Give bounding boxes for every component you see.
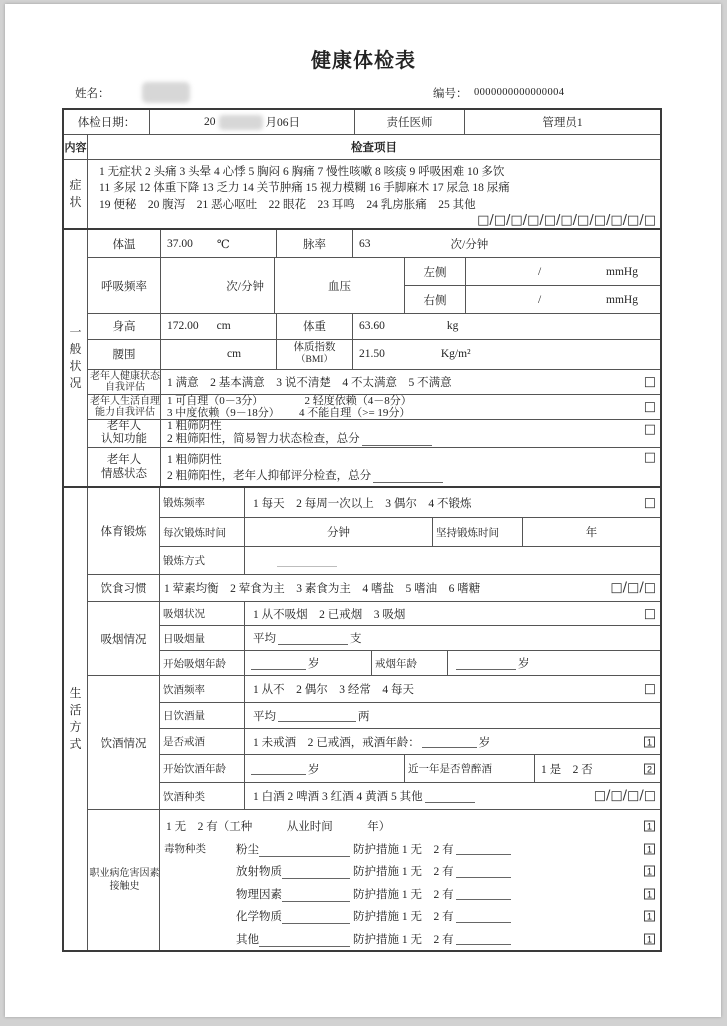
exercise-time-unit: 分钟 xyxy=(245,518,433,546)
drunk-answer-box: 2 xyxy=(644,763,655,774)
drink-amount-row xyxy=(160,703,660,729)
smoke-amount-value: 平均 支 xyxy=(253,633,362,645)
exam-date-suffix: 月06日 xyxy=(265,117,300,130)
lifestyle-section xyxy=(64,488,660,950)
bp-right-value xyxy=(466,286,660,313)
drink-quit-label: 是否戒酒 xyxy=(160,729,245,754)
table-header-row xyxy=(64,135,660,159)
smoke-start-blank xyxy=(251,657,306,670)
temp-unit: ℃ xyxy=(216,238,230,251)
exam-date-prefix: 20 xyxy=(204,116,216,129)
hazard-blank xyxy=(282,866,350,879)
drunk-options: 1 是 2 否 2 xyxy=(535,755,660,782)
height-unit: cm xyxy=(216,320,231,333)
emotion-row xyxy=(88,448,660,486)
smoke-age-row xyxy=(160,651,660,675)
exercise-time-label: 每次锻炼时间 xyxy=(160,518,245,546)
cognition-options: 1 粗筛阴性 2 粗筛阳性，简易智力状态检查，总分 □ xyxy=(167,420,656,446)
drinking-group xyxy=(88,676,660,810)
diet-label: 饮食习惯 xyxy=(88,575,160,601)
drink-amount-label: 日饮酒量 xyxy=(160,703,245,728)
exercise-time-row xyxy=(160,518,660,547)
drink-type-other-blank xyxy=(425,790,475,803)
hazard-blank xyxy=(259,934,350,947)
weight-unit: kg xyxy=(446,320,459,333)
symptom-row xyxy=(64,160,660,231)
number-label: 编号： xyxy=(433,88,468,100)
symptom-checkboxes: □/□/□/□/□/□/□/□/□/□/□ xyxy=(477,213,656,228)
hazard-name: 化学物质 xyxy=(236,911,282,924)
hazard-blank xyxy=(282,889,350,902)
hazard-row-dust xyxy=(160,838,660,861)
bmi-unit: Kg/m² xyxy=(440,348,471,361)
checkbox-icon: □ xyxy=(643,681,656,697)
toxin-type-label: 毒物种类 xyxy=(164,844,206,856)
bp-right-label: 右侧 xyxy=(405,286,466,313)
exercise-freq-row xyxy=(160,488,660,518)
drink-quit-row xyxy=(160,729,660,755)
exercise-freq-label: 锻炼频率 xyxy=(160,488,245,517)
exercise-keep-label: 坚持锻炼时间 xyxy=(433,518,523,546)
checkbox-icon: □ xyxy=(643,449,656,465)
bp-left-value xyxy=(466,258,660,285)
elder-health-row xyxy=(88,370,660,395)
drink-amount-blank xyxy=(278,709,356,722)
pulse-value: 63 xyxy=(359,237,371,250)
doctor-label: 责任医师 xyxy=(355,110,465,134)
symptom-line-3: 19 便秘 20 腹泻 21 恶心呕吐 22 眼花 23 耳鸣 24 乳房胀痛 25 其他 xyxy=(99,198,476,211)
checkbox-icon: □ xyxy=(643,606,656,621)
general-section xyxy=(64,230,660,488)
smoking-label: 吸烟情况 xyxy=(88,602,160,675)
hazard-name: 物理因素 xyxy=(236,888,282,901)
temp-value-cell xyxy=(161,230,277,257)
bp-label: 血压 xyxy=(275,258,405,313)
smoke-start-label: 开始吸烟年龄 xyxy=(160,651,245,675)
bp-right-slash: / xyxy=(538,293,542,306)
drinking-label: 饮酒情况 xyxy=(88,676,160,809)
height-value: 172.00 xyxy=(167,320,199,333)
smoke-status-options: 1 从不吸烟 2 已戒烟 3 吸烟 □ xyxy=(253,606,656,621)
elder-care-row xyxy=(88,395,660,420)
smoke-start-value: 岁 xyxy=(245,651,372,675)
exercise-group xyxy=(88,488,660,575)
hazard-row-chemical xyxy=(160,905,660,928)
diet-checkboxes: □/□/□ xyxy=(610,580,656,596)
hazard-answer-box: 1 xyxy=(644,911,655,922)
emotion-label: 老年人 情感状态 xyxy=(88,448,161,486)
hazard-blank xyxy=(259,844,350,857)
drink-freq-label: 饮酒频率 xyxy=(160,676,245,702)
cognition-row xyxy=(88,420,660,448)
score-blank xyxy=(362,433,432,446)
exercise-way-label: 锻炼方式 xyxy=(160,547,245,574)
drink-type-row xyxy=(160,783,660,809)
protect-label: 防护措施 1 无 2 有 xyxy=(353,866,454,879)
content-header: 内容 xyxy=(64,135,88,158)
smoke-quit-label: 戒烟年龄 xyxy=(372,651,448,675)
pulse-value-cell xyxy=(353,230,660,257)
smoke-quit-blank xyxy=(456,657,516,670)
protect-blank xyxy=(456,842,511,855)
hazard-row-physical xyxy=(160,883,660,906)
weight-value-cell xyxy=(353,314,660,338)
cognition-label: 老年人 认知功能 xyxy=(88,420,161,447)
drink-type-label: 饮酒种类 xyxy=(160,783,245,809)
lifestyle-section-label: 生活方式 xyxy=(64,488,88,950)
waist-value-cell xyxy=(161,340,277,369)
checkbox-icon: □ xyxy=(643,374,656,390)
smoke-amount-row xyxy=(160,626,660,651)
drink-type-checkboxes: □/□/□/□ xyxy=(593,788,656,804)
exercise-way-blank xyxy=(277,554,337,567)
elder-care-options: 1 可自理（0－3分） 2 轻度依赖（4－8分） 3 中度依赖（9－18分） 4 不能自理（>= 19分） □ xyxy=(167,394,656,419)
height-value-cell xyxy=(161,314,277,338)
protect-label: 防护措施 1 无 2 有 xyxy=(353,888,454,901)
redacted-date-part xyxy=(219,115,263,130)
name-label: 姓名： xyxy=(75,88,110,100)
smoke-status-row xyxy=(160,602,660,626)
temp-label: 体温 xyxy=(88,230,161,257)
waist-unit: cm xyxy=(227,348,242,361)
bp-left-unit: mmHg xyxy=(606,265,638,278)
exam-date-label: 体检日期： xyxy=(64,110,150,134)
smoke-amount-blank xyxy=(278,632,348,645)
occupational-answer-box: 1 xyxy=(644,821,655,832)
smoking-group xyxy=(88,602,660,676)
pulse-label: 脉率 xyxy=(277,230,353,257)
general-section-label: 一般状况 xyxy=(64,230,88,486)
drink-start-blank xyxy=(251,762,306,775)
resp-bp-row xyxy=(88,258,660,314)
pulse-unit: 次/分钟 xyxy=(450,238,489,251)
temp-value: 37.00 xyxy=(167,237,193,250)
bp-right-unit: mmHg xyxy=(606,293,638,306)
bp-right-row xyxy=(405,286,660,313)
elder-health-label: 老年人健康状态 自我评估 xyxy=(90,370,160,393)
hazard-answer-box: 1 xyxy=(644,888,655,899)
exercise-keep-unit: 年 xyxy=(585,527,598,539)
exercise-way-row xyxy=(160,547,660,574)
hazard-name: 粉尘 xyxy=(236,843,259,856)
resp-unit: 次/分钟 xyxy=(161,258,275,313)
drink-freq-options: 1 从不 2 偶尔 3 经常 4 每天 □ xyxy=(253,681,656,697)
waist-bmi-row xyxy=(88,340,660,370)
weight-label: 体重 xyxy=(277,314,353,338)
hazard-row-radiation xyxy=(160,860,660,883)
symptom-section-label: 症状 xyxy=(64,160,88,229)
redacted-name-value xyxy=(142,82,190,103)
doctor-value: 管理员1 xyxy=(542,117,583,130)
checkbox-icon: □ xyxy=(643,421,656,437)
elder-health-options: 1 满意 2 基本满意 3 说不清楚 4 不太满意 5 不满意 □ xyxy=(167,374,656,390)
exercise-freq-options: 1 每天 2 每周一次以上 3 偶尔 4 不锻炼 □ xyxy=(253,495,656,510)
protect-blank xyxy=(456,910,511,923)
bp-left-label: 左侧 xyxy=(405,258,466,285)
waist-label: 腰围 xyxy=(88,340,161,369)
drink-quit-options: 1 未戒酒 2 已戒酒，戒酒年龄： 岁 1 xyxy=(245,729,660,754)
number-value: 0000000000000004 xyxy=(474,87,565,98)
exercise-label: 体育锻炼 xyxy=(88,488,160,574)
bmi-value: 21.50 xyxy=(359,348,385,361)
protect-label: 防护措施 1 无 2 有 xyxy=(353,933,454,946)
score-blank xyxy=(373,470,443,483)
drink-freq-row xyxy=(160,676,660,703)
exercise-way-value xyxy=(245,547,660,574)
drink-type-options: 1 白酒 2 啤酒 3 红酒 4 黄酒 5 其他 □/□/□/□ xyxy=(253,788,656,804)
resp-label: 呼吸频率 xyxy=(88,258,161,313)
check-items-header: 检查项目 xyxy=(351,141,397,154)
symptom-line-1: 1 无症状 2 头痛 3 头晕 4 心悸 5 胸闷 6 胸痛 7 慢性咳嗽 8 咳痰 9 呼吸困难 10 多饮 xyxy=(99,165,505,178)
exam-form-table xyxy=(62,108,662,952)
checkbox-icon: □ xyxy=(643,495,656,510)
symptom-content xyxy=(88,160,660,229)
protect-blank xyxy=(456,932,511,945)
drink-start-label: 开始饮酒年龄 xyxy=(160,755,245,782)
bmi-label: 体质指数 （BMI） xyxy=(277,340,353,369)
smoke-quit-value: 岁 xyxy=(448,651,660,675)
protect-blank xyxy=(456,887,511,900)
hazard-name: 放射物质 xyxy=(236,866,282,879)
weight-value: 63.60 xyxy=(359,320,385,333)
bp-left-row xyxy=(405,258,660,286)
bmi-value-cell xyxy=(353,340,660,369)
drink-quit-age-blank xyxy=(422,735,477,748)
protect-blank xyxy=(456,865,511,878)
exam-date-value xyxy=(150,110,355,134)
drink-amount-value: 平均 两 xyxy=(253,710,370,723)
protect-label: 防护措施 1 无 2 有 xyxy=(353,843,454,856)
diet-options: 1 荤素均衡 2 荤食为主 3 素食为主 4 嗜盐 5 嗜油 6 嗜糖 □/□/□ xyxy=(164,580,656,596)
occupational-line-1: 1 无 2 有（工种 从业时间 年） 1 xyxy=(160,815,660,838)
elder-care-label: 老年人生活自理 能力自我评估 xyxy=(90,395,160,418)
hazard-row-other xyxy=(160,928,660,951)
hazard-answer-box: 1 xyxy=(644,843,655,854)
protect-label: 防护措施 1 无 2 有 xyxy=(353,911,454,924)
drink-start-value: 岁 xyxy=(245,755,405,782)
hazard-answer-box: 1 xyxy=(644,866,655,877)
height-weight-row xyxy=(88,314,660,339)
hazard-blank xyxy=(282,911,350,924)
checkbox-icon: □ xyxy=(643,399,656,415)
date-doctor-row xyxy=(64,110,660,135)
temp-pulse-row xyxy=(88,230,660,258)
smoke-amount-label: 日吸烟量 xyxy=(160,626,245,650)
occupational-label: 职业病危害因素 接触史 xyxy=(88,810,160,950)
drink-quit-answer-box: 1 xyxy=(644,736,655,747)
height-label: 身高 xyxy=(88,314,161,338)
hazard-name: 其他 xyxy=(236,933,259,946)
diet-row xyxy=(88,575,660,602)
page-title: 健康体检表 xyxy=(311,50,416,72)
drunk-label: 近一年是否曾醉酒 xyxy=(405,755,535,782)
symptom-line-2: 11 多尿 12 体重下降 13 乏力 14 关节肿痛 15 视力模糊 16 手脚麻木 17 尿急 18 尿痛 xyxy=(99,182,510,194)
bp-left-slash: / xyxy=(538,265,542,278)
emotion-options: 1 粗筛阴性 2 粗筛阳性，老年人抑郁评分检查，总分 □ xyxy=(167,449,656,482)
occupational-group xyxy=(88,810,660,950)
occupational-content xyxy=(160,810,660,950)
drink-start-row xyxy=(160,755,660,783)
hazard-answer-box: 1 xyxy=(644,933,655,944)
smoke-status-label: 吸烟状况 xyxy=(160,602,245,625)
